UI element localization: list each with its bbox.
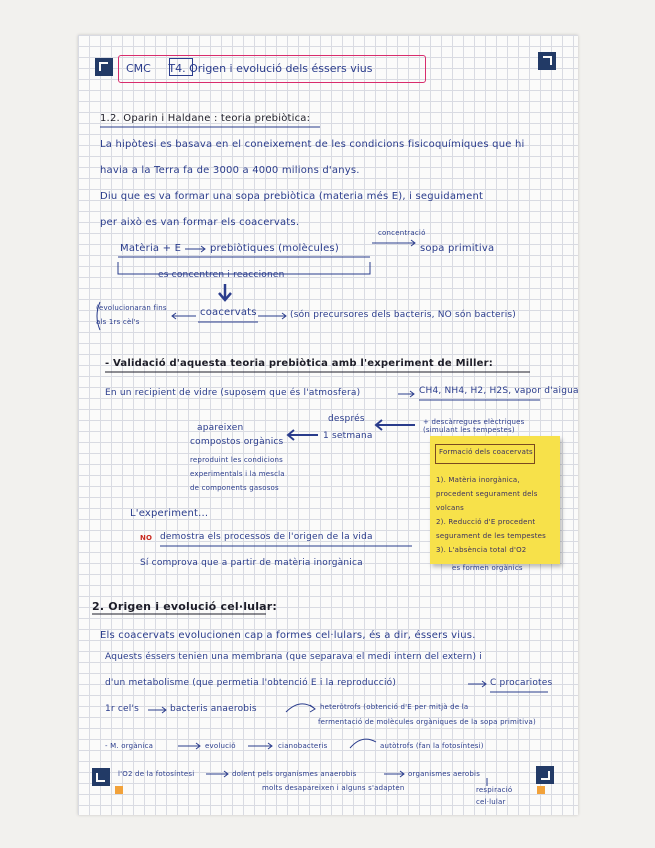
sticky-item: volcans <box>436 504 464 512</box>
text-line: havia a la Terra fa de 3000 a 4000 milions d'anys. <box>100 165 360 176</box>
section2-heading: 2. Origen i evolució cel·lular: <box>92 600 278 613</box>
orange-dot-icon <box>537 786 545 794</box>
row6-c: organismes aerobis <box>408 770 481 778</box>
corner-mark-icon <box>538 52 556 70</box>
miller-line1: En un recipient de vidre (suposem que és l'atmosfera) <box>105 388 361 398</box>
row6-a: l'O2 de la fotosíntesi <box>118 770 195 778</box>
left-note-2: als 1rs cèl's <box>96 318 140 326</box>
corner-mark-icon <box>536 766 554 784</box>
sticky-item: 3). L'absència total d'O2 <box>436 546 527 554</box>
text-line: d'un metabolisme (que permetia l'obtenció E i la reproducció) <box>105 678 397 688</box>
coacervats-note: (són precursores dels bacteris, NO són bacteris) <box>290 310 516 320</box>
flow-below: es concentren i reaccionen <box>158 270 285 280</box>
row6-f: cel·lular <box>476 798 506 806</box>
miller-appear-1: apareixen <box>197 423 244 433</box>
row4-a: 1r cel's <box>105 704 140 714</box>
miller-si-line: Sí comprova que a partir de matèria inorgànica <box>140 558 363 568</box>
miller-gases: CH4, NH4, H2, H2S, vapor d'aigua <box>419 386 579 396</box>
flow-above-arrow: concentració <box>378 229 426 237</box>
sticky-note <box>430 436 560 564</box>
miller-no-line: demostra els processos de l'origen de la vida <box>160 532 373 542</box>
flow-end: sopa primitiva <box>420 243 495 254</box>
sticky-item: procedent segurament dels <box>436 490 538 498</box>
row6-d: molts desapareixen i alguns s'adapten <box>262 784 405 792</box>
text-line: Diu que es va formar una sopa prebiòtica (materia més E), i seguidament <box>100 191 484 202</box>
text-line: Els coacervats evolucionen cap a formes cel·lulars, és a dir, éssers vius. <box>100 630 476 641</box>
row6-b: dolent pels organismes anaerobis <box>232 770 357 778</box>
row6-e: respiració <box>476 786 513 794</box>
miller-reproduce-3: de components gasosos <box>190 484 279 492</box>
left-note-1: (evolucionaran fins <box>96 304 167 312</box>
miller-no: NO <box>140 534 153 542</box>
row5-b: evolució <box>205 742 236 750</box>
row5-c: cianobacteris <box>278 742 328 750</box>
miller-after2: 1 setmana <box>323 431 373 441</box>
text-line: Aquests éssers tenien una membrana (que separava el medi intern del extern) i <box>105 652 482 662</box>
title-topic: Origen i evolució dels éssers vius <box>189 62 373 75</box>
miller-reproduce-2: experimentals i la mescla <box>190 470 285 478</box>
flow-middle: prebiòtiques (molècules) <box>210 243 339 254</box>
heterotrofs-2: fermentació de molècules orgàniques de la sopa primitiva) <box>318 718 536 726</box>
row5-a: - M. orgànica <box>105 742 154 750</box>
miller-appear-2: compostos orgànics <box>190 437 284 447</box>
title-unit: T4 <box>168 62 183 75</box>
orange-dot-icon <box>115 786 123 794</box>
page-title: CMC T4. Origen i evolució dels éssers vius <box>126 62 373 75</box>
row4-b: bacteris anaerobis <box>170 704 257 714</box>
corner-mark-icon <box>92 768 110 786</box>
miller-experiment: L'experiment... <box>130 508 209 519</box>
text-line: per això es van formar els coacervats. <box>100 217 300 228</box>
sticky-tail: es formen orgànics <box>452 564 523 572</box>
row5-d: autòtrofs (fan la fotosíntesi) <box>380 742 484 750</box>
title-subject: CMC <box>126 62 151 75</box>
sticky-item: 1). Matèria inorgànica, <box>436 476 520 484</box>
coacervats-label: coacervats <box>200 307 257 318</box>
miller-discharge: + descàrregues elèctriques (simulant les tempestes) <box>423 418 525 434</box>
section1-heading: 1.2. Oparin i Haldane : teoria prebiòtica: <box>100 113 311 124</box>
sticky-head: Formació dels coacervats <box>439 448 533 456</box>
corner-mark-icon <box>95 58 113 76</box>
flow-start: Matèria + E <box>120 243 182 254</box>
procariotes: C procariotes <box>490 678 553 688</box>
heterotrofs: heteròtrofs (obtenció d'E per mitjà de la <box>320 703 469 711</box>
miller-reproduce-1: reproduint les condicions <box>190 456 283 464</box>
miller-after: després <box>328 414 365 424</box>
sticky-item: 2). Reducció d'E procedent <box>436 518 536 526</box>
text-line: La hipòtesi es basava en el coneixement de les condicions fisicoquímiques que hi <box>100 139 525 150</box>
miller-heading: - Validació d'aquesta teoria prebiòtica amb l'experiment de Miller: <box>105 358 493 369</box>
sticky-item: segurament de les tempestes <box>436 532 546 540</box>
